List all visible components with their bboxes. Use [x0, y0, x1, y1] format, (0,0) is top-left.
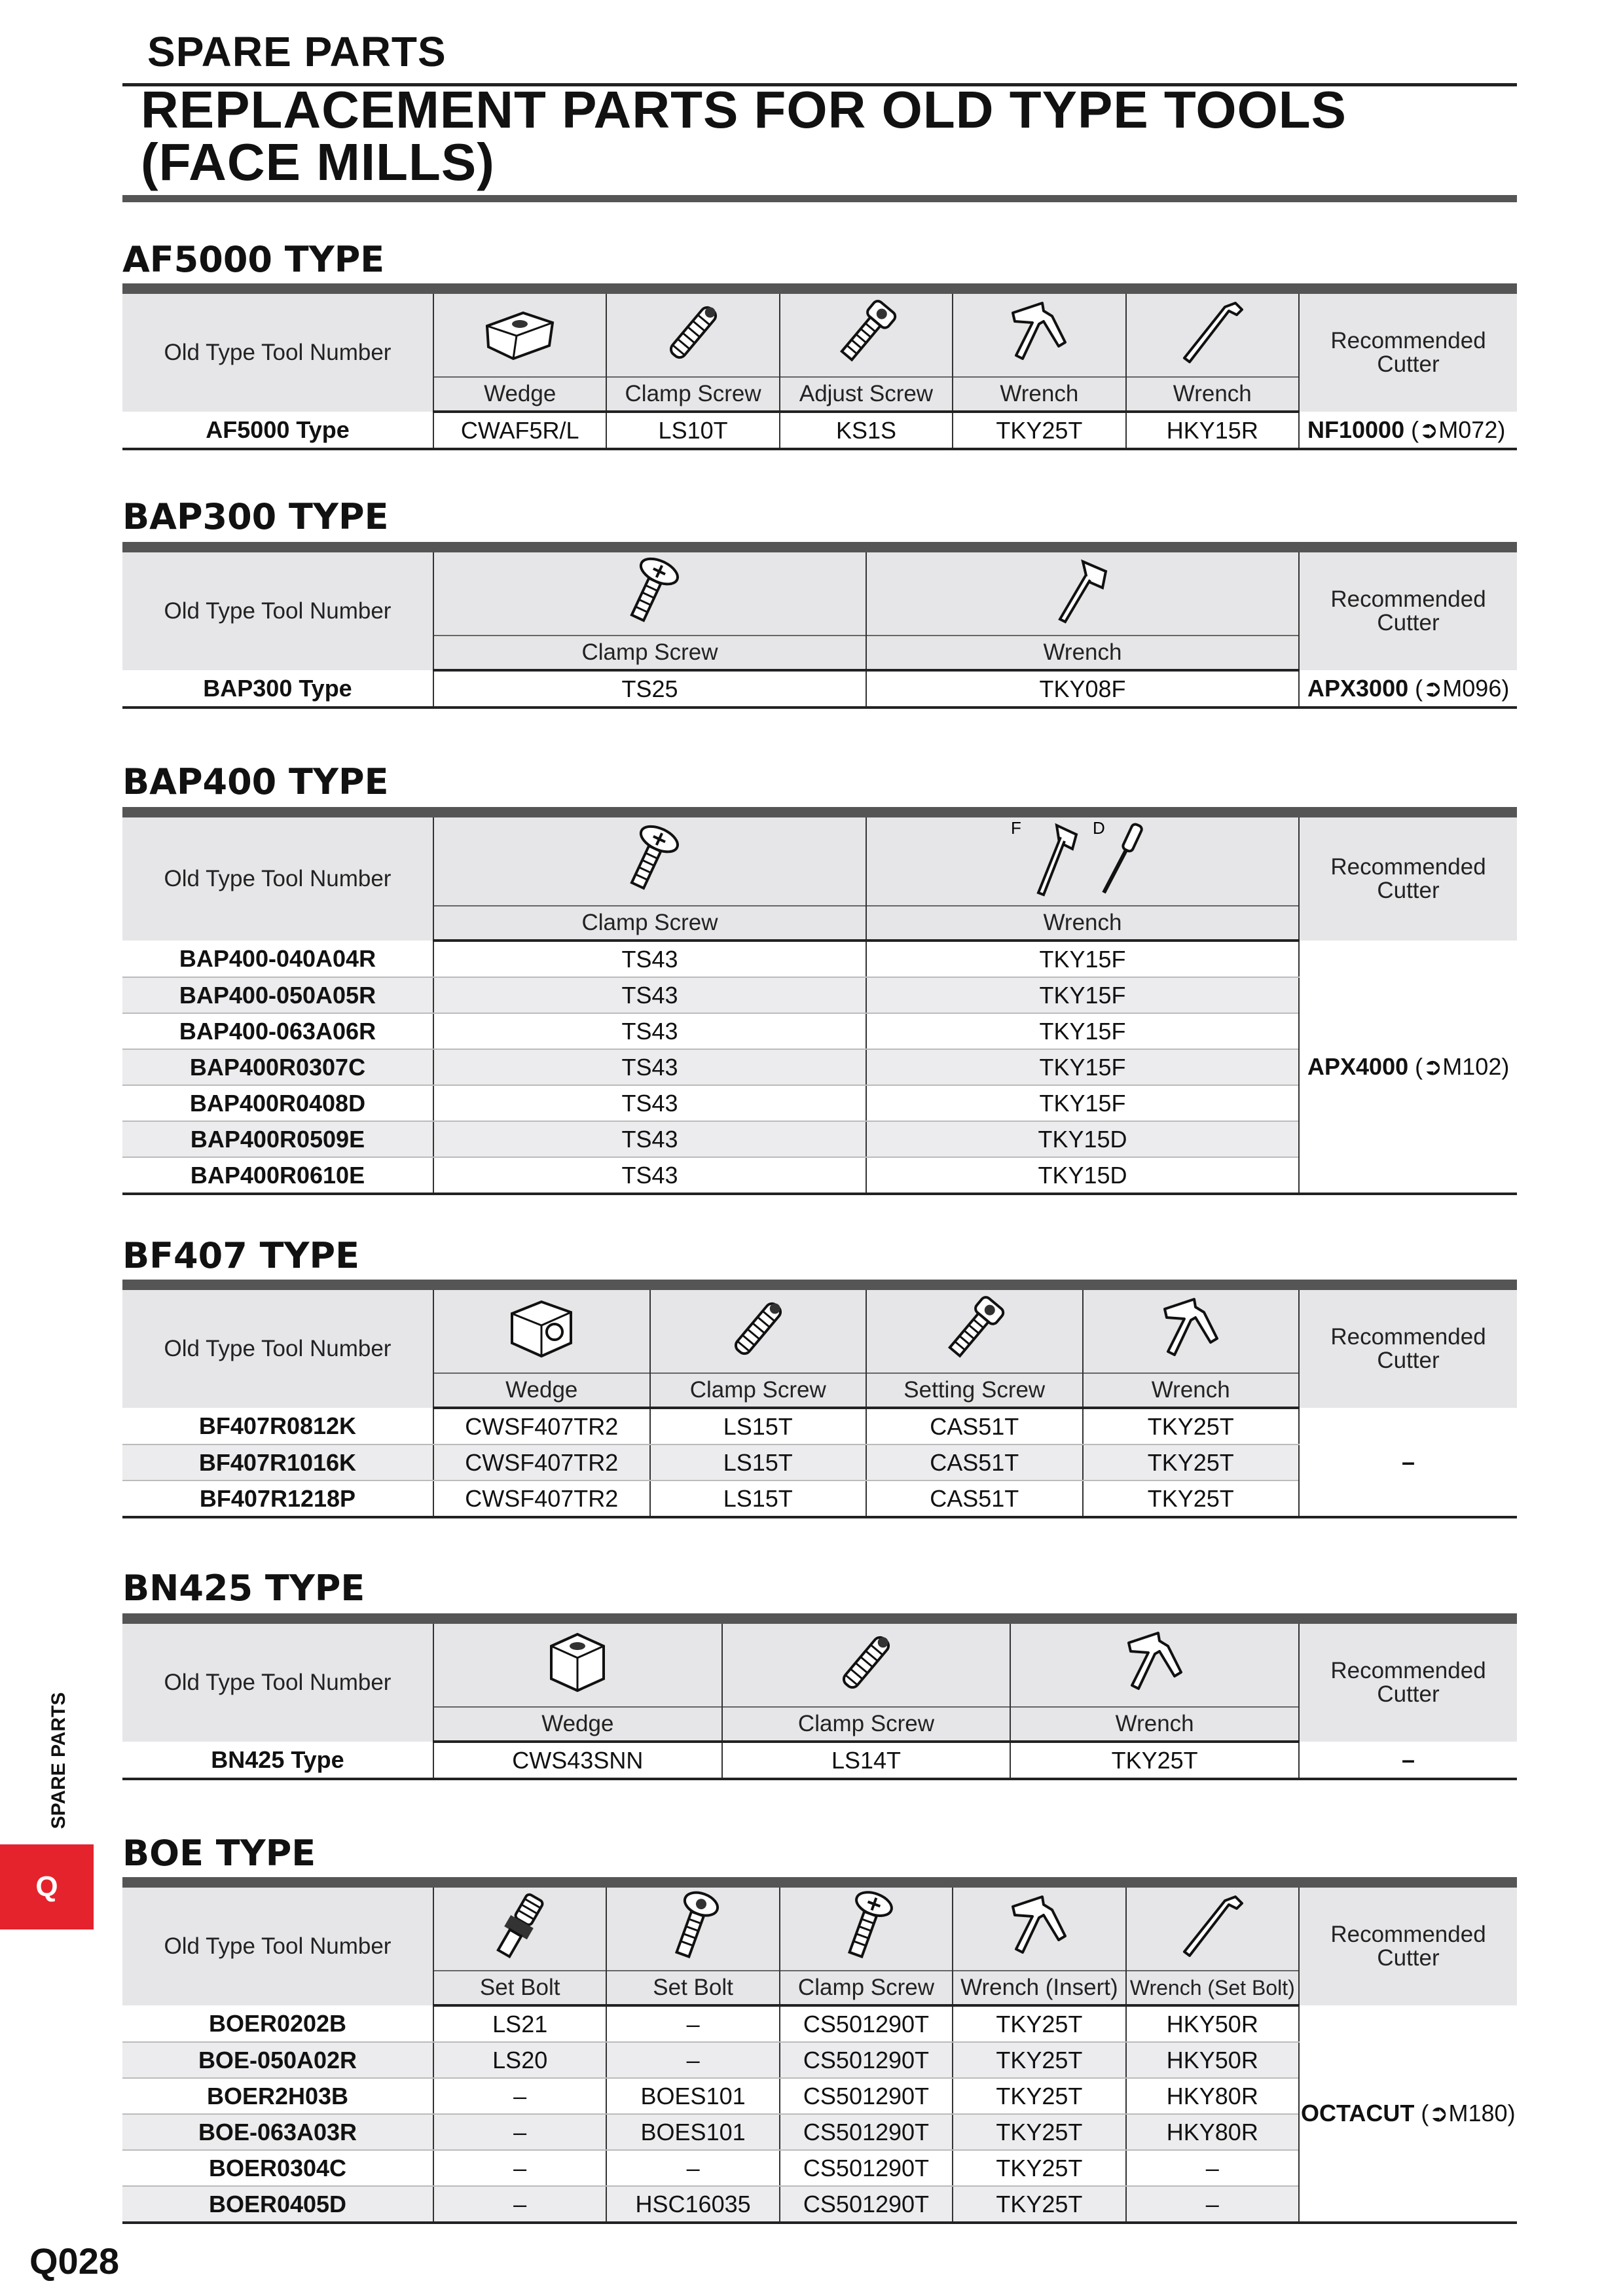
hex-key-icon [1126, 1882, 1299, 1971]
bap300-table [122, 542, 1517, 709]
setting-screw-column-label: Setting Screw [866, 1373, 1083, 1408]
page-ref-arrow-icon: ➲ [1429, 2100, 1449, 2126]
part-cell: CS501290T [780, 2005, 953, 2042]
af5000-section-title: AF5000 TYPE [122, 239, 385, 280]
part-cell: TS43 [433, 1121, 866, 1157]
flag-wrench-icon [866, 547, 1299, 636]
clamp-screw-icon [433, 547, 866, 636]
part-cell: TKY25T [953, 2005, 1125, 2042]
old-type-header: Old Type Tool Number [122, 1882, 433, 2005]
part-cell: CWSF407TR2 [433, 1408, 650, 1444]
part-cell: TS43 [433, 1157, 866, 1194]
wrench-letter-f: F [1010, 818, 1021, 838]
part-cell: TKY25T [1083, 1444, 1300, 1480]
part-cell: – [1126, 2186, 1299, 2223]
part-cell: CS501290T [780, 2078, 953, 2114]
page-ref-arrow-icon: ➲ [1423, 1052, 1443, 1080]
part-cell: TKY15F [866, 941, 1299, 977]
part-cell: CWSF407TR2 [433, 1444, 650, 1480]
bf407-section-title: BF407 TYPE [122, 1235, 359, 1276]
page-title-line-2: (FACE MILLS) [141, 133, 495, 191]
part-cell: BOES101 [606, 2114, 779, 2150]
clamp-screw-column-label: Clamp Screw [433, 906, 866, 941]
part-cell: CS501290T [780, 2114, 953, 2150]
old-type-header: Old Type Tool Number [122, 289, 433, 412]
wrench-column-label: Wrench [866, 906, 1299, 941]
table-row [122, 2005, 1517, 2042]
part-cell: TKY15F [866, 1013, 1299, 1049]
t-wrench-icon [953, 289, 1125, 377]
wrench-letter-d: D [1092, 818, 1105, 838]
tool-number: BOER0405D [122, 2186, 433, 2223]
boe-table [122, 1877, 1517, 2224]
part-cell: – [433, 2078, 606, 2114]
part-cell: HKY50R [1126, 2005, 1299, 2042]
hex-key-icon [1126, 289, 1299, 377]
clamp-screw-icon [722, 1619, 1011, 1707]
bf407-table [122, 1280, 1517, 1518]
wrench-insert-column-label: Wrench (Insert) [953, 1971, 1125, 2005]
tool-number: BAP400R0610E [190, 1161, 365, 1189]
adjust-screw-column-label: Adjust Screw [780, 377, 953, 412]
part-cell: CAS51T [866, 1480, 1083, 1517]
part-cell: LS20 [433, 2042, 606, 2078]
clamp-screw-icon [780, 1882, 953, 1971]
clamp-screw-column-label: Clamp Screw [606, 377, 779, 412]
part-cell: TKY25T [953, 2150, 1125, 2186]
tool-number: BF407R1016K [122, 1444, 433, 1480]
page-number: Q028 [29, 2240, 119, 2282]
wedge-icon [433, 1619, 722, 1707]
part-cell: – [433, 2150, 606, 2186]
part-cell: CS501290T [780, 2150, 953, 2186]
part-cell: – [606, 2150, 779, 2186]
title-rule [122, 195, 1517, 202]
recommended-cutter-header: Recommended Cutter [1299, 547, 1517, 670]
part-cell: TKY15F [866, 1085, 1299, 1121]
part-cell: – [606, 2042, 779, 2078]
part-cell: – [606, 2005, 779, 2042]
bap400-table [122, 807, 1517, 1195]
recommended-cutter-header: Recommended Cutter [1299, 1619, 1517, 1742]
tool-number: BF407R0812K [122, 1408, 433, 1444]
wedge-column-label: Wedge [433, 1373, 650, 1408]
boe-section-title: BOE TYPE [122, 1833, 316, 1874]
set-bolt-column-label: Set Bolt [433, 1971, 606, 2005]
part-cell: TKY25T [1083, 1480, 1300, 1517]
part-cell: TKY25T [1083, 1408, 1300, 1444]
part-cell: TS43 [433, 1013, 866, 1049]
clamp-screw-icon [650, 1285, 867, 1373]
wedge-column-label: Wedge [433, 377, 606, 412]
tool-number: BAP400-063A06R [122, 1013, 433, 1049]
part-cell: CS501290T [780, 2186, 953, 2223]
wedge-column-label: Wedge [433, 1707, 722, 1742]
table-row [122, 1408, 1517, 1444]
tool-number: BOE-063A03R [122, 2114, 433, 2150]
old-type-header: Old Type Tool Number [122, 1285, 433, 1408]
set-bolt-icon [606, 1882, 779, 1971]
part-cell: TKY25T [953, 412, 1125, 449]
wrench-column-label: Wrench [866, 636, 1299, 670]
wedge-icon [433, 1285, 650, 1373]
part-cell: TKY08F [866, 670, 1299, 708]
part-cell: TKY15D [866, 1121, 1299, 1157]
section-kicker: SPARE PARTS [147, 28, 447, 75]
tool-number: BOER2H03B [122, 2078, 433, 2114]
clamp-screw-column-label: Clamp Screw [780, 1971, 953, 2005]
part-cell: TS43 [433, 941, 866, 977]
wedge-icon [433, 289, 606, 377]
part-cell: TKY15F [866, 977, 1299, 1013]
recommended-cutter: APX4000 (➲M102) [1299, 941, 1517, 1194]
bap400-section-title: BAP400 TYPE [122, 761, 389, 802]
old-type-header: Old Type Tool Number [122, 812, 433, 941]
part-cell: CWS43SNN [433, 1742, 722, 1779]
part-cell: LS15T [650, 1408, 867, 1444]
tool-number: BOER0304C [122, 2150, 433, 2186]
tool-number: BN425 Type [211, 1746, 344, 1773]
page-ref-arrow-icon: ➲ [1419, 416, 1439, 443]
old-type-header: Old Type Tool Number [122, 547, 433, 670]
page-ref-arrow-icon: ➲ [1423, 674, 1443, 702]
wrench-column-label: Wrench [1010, 1707, 1299, 1742]
part-cell: TS43 [433, 1085, 866, 1121]
part-cell: CAS51T [866, 1444, 1083, 1480]
tool-number: BAP400R0509E [122, 1121, 433, 1157]
setting-screw-icon [866, 1285, 1083, 1373]
recommended-cutter: OCTACUT (➲M180) [1299, 2005, 1517, 2223]
recommended-cutter-header: Recommended Cutter [1299, 289, 1517, 412]
t-wrench-icon [953, 1882, 1125, 1971]
part-cell: CWSF407TR2 [433, 1480, 650, 1517]
part-cell: TKY25T [953, 2042, 1125, 2078]
part-cell: HKY80R [1126, 2114, 1299, 2150]
part-cell: TS25 [433, 670, 866, 708]
part-cell: HKY15R [1126, 412, 1299, 449]
wrench-set-bolt-column-label: Wrench (Set Bolt) [1126, 1971, 1299, 2005]
tool-number: AF5000 Type [206, 416, 350, 443]
part-cell: CAS51T [866, 1408, 1083, 1444]
wrench-pair-icon [866, 812, 1299, 906]
set-bolt-column-label: Set Bolt [606, 1971, 779, 2005]
part-cell: HKY80R [1126, 2078, 1299, 2114]
recommended-cutter-header: Recommended Cutter [1299, 1285, 1517, 1408]
bn425-section-title: BN425 TYPE [122, 1568, 365, 1609]
part-cell: LS21 [433, 2005, 606, 2042]
wrench-column-label: Wrench [1083, 1373, 1300, 1408]
part-cell: KS1S [780, 412, 953, 449]
tool-number: BAP400-050A05R [122, 977, 433, 1013]
part-cell: LS10T [606, 412, 779, 449]
table-row [122, 670, 1517, 708]
page-title-line-1: REPLACEMENT PARTS FOR OLD TYPE TOOLS [141, 81, 1347, 139]
clamp-screw-icon [433, 812, 866, 906]
bap300-section-title: BAP300 TYPE [122, 496, 389, 537]
part-cell: TKY25T [953, 2114, 1125, 2150]
t-wrench-icon [1083, 1285, 1300, 1373]
table-row [122, 412, 1517, 449]
part-cell: HKY50R [1126, 2042, 1299, 2078]
set-bolt-icon [433, 1882, 606, 1971]
t-wrench-icon [1010, 1619, 1299, 1707]
recommended-cutter: – [1299, 1408, 1517, 1517]
old-type-header: Old Type Tool Number [122, 1619, 433, 1742]
page-title [141, 81, 1516, 191]
tool-number: BAP300 Type [203, 674, 352, 702]
part-cell: – [433, 2186, 606, 2223]
clamp-screw-column-label: Clamp Screw [722, 1707, 1011, 1742]
part-cell: – [433, 2114, 606, 2150]
part-cell: TS43 [433, 977, 866, 1013]
table-row [122, 1742, 1517, 1779]
part-cell: TKY25T [953, 2078, 1125, 2114]
part-cell: TS43 [433, 1049, 866, 1085]
clamp-screw-column-label: Clamp Screw [433, 636, 866, 670]
part-cell: TKY25T [953, 2186, 1125, 2223]
tool-number: BOER0202B [122, 2005, 433, 2042]
part-cell: CWAF5R/L [433, 412, 606, 449]
part-cell: TKY15F [866, 1049, 1299, 1085]
tool-number: BAP400R0307C [122, 1049, 433, 1085]
part-cell: CS501290T [780, 2042, 953, 2078]
recommended-cutter: APX3000 (➲M096) [1299, 670, 1517, 708]
recommended-cutter: – [1299, 1742, 1517, 1779]
tool-number: BAP400-040A04R [122, 941, 433, 977]
tool-number: BAP400R0408D [122, 1085, 433, 1121]
table-row [122, 941, 1517, 977]
recommended-cutter-header: Recommended Cutter [1299, 812, 1517, 941]
part-cell: – [1126, 2150, 1299, 2186]
adjust-screw-icon [780, 289, 953, 377]
part-cell: BOES101 [606, 2078, 779, 2114]
part-cell: TKY25T [1010, 1742, 1299, 1779]
part-cell: LS15T [650, 1444, 867, 1480]
bn425-table [122, 1613, 1517, 1780]
recommended-cutter-header: Recommended Cutter [1299, 1882, 1517, 2005]
clamp-screw-icon [606, 289, 779, 377]
tool-number: BF407R1218P [199, 1484, 356, 1512]
part-cell: LS15T [650, 1480, 867, 1517]
chapter-tab[interactable]: Q [0, 1844, 94, 1929]
part-cell: HSC16035 [606, 2186, 779, 2223]
af5000-table [122, 283, 1517, 450]
sidebar-section-label: SPARE PARTS [48, 1692, 69, 1829]
wrench-column-label: Wrench [953, 377, 1125, 412]
tool-number: BOE-050A02R [122, 2042, 433, 2078]
part-cell: LS14T [722, 1742, 1011, 1779]
recommended-cutter: NF10000 (➲M072) [1299, 412, 1517, 449]
clamp-screw-column-label: Clamp Screw [650, 1373, 867, 1408]
wrench-column-label: Wrench [1126, 377, 1299, 412]
part-cell: TKY15D [866, 1157, 1299, 1194]
